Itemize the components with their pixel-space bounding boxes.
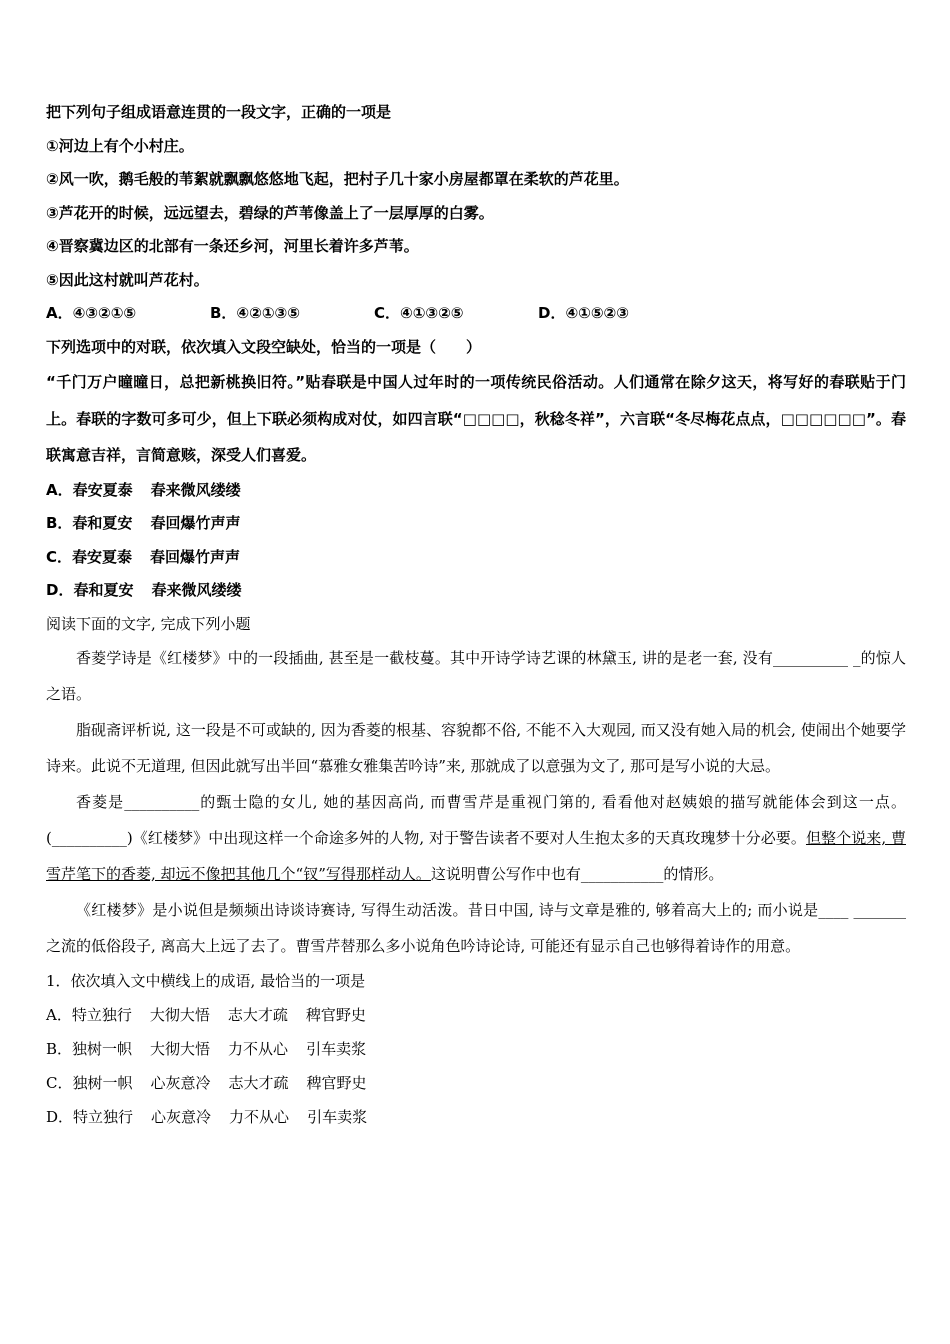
q2-option-label: A．春安夏泰	[46, 480, 133, 499]
q3-option	[46, 1100, 906, 1134]
reading-paragraph-3	[46, 784, 906, 892]
q3-option-item: 引车卖浆	[306, 1039, 367, 1058]
q1-sentence: ①河边上有个小村庄。	[46, 136, 194, 155]
q3-option-item: 大彻大悟	[150, 1039, 211, 1058]
reading-intro: 阅读下面的文字, 完成下列小题	[46, 614, 251, 633]
reading-p3-end: 这说明曹公写作中也有___________的情形。	[430, 864, 724, 883]
q2-passage: “千门万户曈曈日，总把新桃换旧符。”贴春联是中国人过年时的一项传统民俗活动。人们通常在除夕这天，将写好的春联贴于门上。春联的字数可多可少，但上下联必须构成对仗，如四言联“□□□□，秋稔冬祥”，六言联“冬尽梅花点点，□□□□□□”。春联寓意吉祥，言简意赅，深受人们喜爱。	[46, 373, 906, 464]
q3-option	[46, 998, 906, 1032]
q3-option-label: D．特立独行	[46, 1107, 134, 1126]
q3-option-label: C．独树一帜	[46, 1073, 133, 1092]
q3-option-item: 引车卖浆	[307, 1107, 368, 1126]
q1-option-b: B．④②①③⑤	[210, 304, 300, 322]
reading-p3-start: 香菱是__________的甄士隐的女儿, 她的基因高尚, 而曹雪芹是重视门第的, 看看他对赵姨娘的描写就能体会到这一点。(__________)《红楼梦》中出现这样一个命途多舛的人物, 对于警告读者不要对人生抱太多的天真玫瑰梦十分必要。	[46, 792, 906, 847]
q1-sentence: ③芦花开的时候，远远望去，碧绿的芦苇像盖上了一层厚厚的白雾。	[46, 203, 494, 222]
q3-option-label: A．特立独行	[46, 1005, 132, 1024]
q3-option-label: B．独树一帜	[46, 1039, 133, 1058]
q2-option-label: C．春安夏泰	[46, 547, 133, 566]
q3-option	[46, 1066, 906, 1100]
reading-paragraph-2: 脂砚斋评析说, 这一段是不可或缺的, 因为香菱的根基、容貌都不俗, 不能不入大观园, 而又没有她入局的机会, 使闹出个她要学诗来。此说不无道理, 但因此就写出半回“慕雅女雅集苦吟诗”来, 那就成了以意强为文了, 那可是写小说的大忌。	[46, 720, 906, 775]
q3-option-item: 力不从心	[228, 1039, 289, 1058]
q1-stem: 把下列句子组成语意连贯的一段文字，正确的一项是	[46, 103, 392, 121]
q3-option-item: 志大才疏	[227, 1005, 288, 1024]
q1-option-c: C．④①③②⑤	[374, 304, 464, 322]
q1-option-d: D．④①⑤②③	[538, 304, 629, 322]
q2-option-second: 春来微风缕缕	[150, 480, 241, 499]
q2-option-second: 春回爆竹声声	[150, 547, 241, 566]
q3-option-item: 心灰意冷	[150, 1073, 211, 1092]
q2-option-second: 春回爆竹声声	[150, 514, 241, 532]
q2-option-second: 春来微风缕缕	[151, 581, 242, 599]
underlined-sentence: 但整个说来, 曹雪芹笔下的香菱, 却远不像把其他几个“钗”写得那样动人。	[46, 828, 906, 883]
q3-option-item: 心灰意冷	[151, 1107, 212, 1126]
q2-option	[46, 574, 906, 608]
q3-option	[46, 1032, 906, 1066]
q1-option-a: A．④③②①⑤	[46, 304, 137, 322]
reading-paragraph-1: 香菱学诗是《红楼梦》中的一段插曲, 甚至是一截枝蔓。其中开诗学诗艺课的林黛玉, 讲的是老一套, 没有__________ _的惊人之语。	[46, 648, 906, 703]
q2-option-label: D．春和夏安	[46, 581, 134, 599]
q3-option-item: 大彻大悟	[149, 1005, 210, 1024]
q3-option-item: 力不从心	[229, 1107, 290, 1126]
q2-option	[46, 541, 906, 575]
document-page	[46, 96, 906, 1134]
q2-stem: 下列选项中的对联，依次填入文段空缺处，恰当的一项是（ ）	[46, 337, 482, 356]
q3-stem: 1．依次填入文中横线上的成语, 最恰当的一项是	[46, 971, 366, 990]
reading-paragraph-4: 《红楼梦》是小说但是频频出诗谈诗赛诗, 写得生动活泼。昔日中国, 诗与文章是雅的, 够着高大上的; 而小说是____ _______之流的低俗段子, 离高大上远了去了。曹雪芹替那么多小说角色吟诗论诗, 可能还有显示自己也够得着诗作的用意。	[46, 900, 906, 955]
q3-option-item: 稗官野史	[306, 1073, 367, 1092]
q1-sentence: ②风一吹，鹅毛般的苇絮就飘飘悠悠地飞起，把村子几十家小房屋都罩在柔软的芦花里。	[46, 170, 629, 188]
q2-option	[46, 474, 906, 508]
q2-option-label: B．春和夏安	[46, 514, 133, 532]
q3-option-item: 志大才疏	[228, 1073, 289, 1092]
q1-sentence: ④晋察冀边区的北部有一条还乡河，河里长着许多芦苇。	[46, 237, 419, 255]
q3-option-item: 稗官野史	[305, 1005, 366, 1024]
q1-options	[46, 297, 906, 331]
q1-sentence: ⑤因此这村就叫芦花村。	[46, 270, 209, 289]
q2-option	[46, 507, 906, 541]
